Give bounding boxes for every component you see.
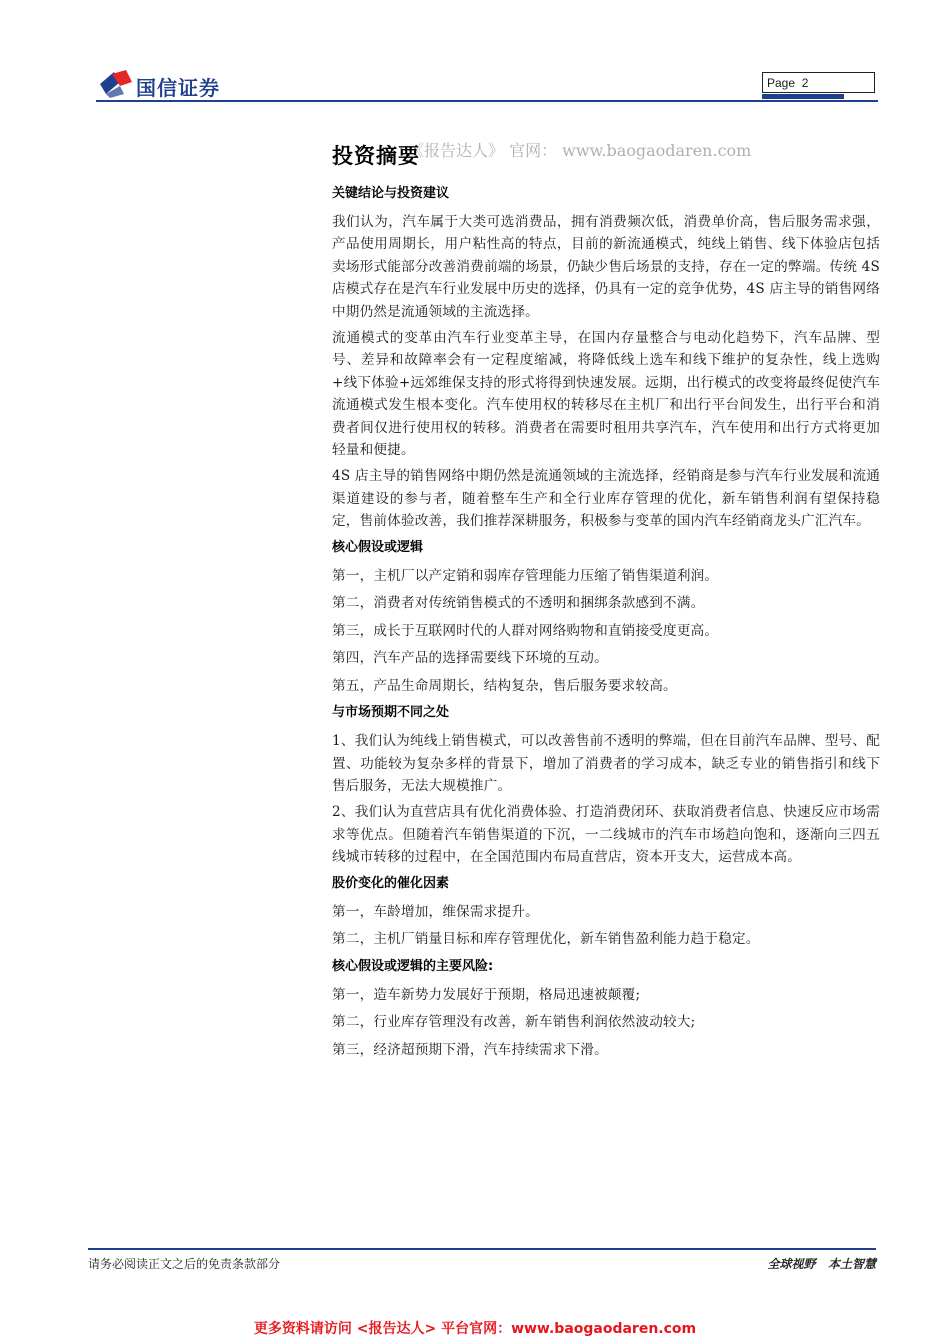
logo-text: 国信证券 xyxy=(136,76,220,100)
logo-mark-icon xyxy=(96,68,136,100)
section-heading: 与市场预期不同之处 xyxy=(332,705,450,721)
list-item: 第二，行业库存管理没有改善，新车销售利润依然波动较大; xyxy=(332,1014,696,1031)
paragraph: 我们认为，汽车属于大类可选消费品，拥有消费频次低，消费单价高，售后服务需求强，产品使用周期长，用户粘性高的特点，目前的新流通模式，纯线上销售、线下体验店包括卖场形式能部分改善消费前端的场景，仍缺少售后场景的支持，存在一定的弊端。传统 4S 店模式存在是汽车行业发展中历史的选择，仍具有一定的竞争优势，4S 店主导的销售网络中期仍然是流通领域的主流选择。 xyxy=(332,214,880,320)
section-heading: 核心假设或逻辑 xyxy=(332,539,424,555)
list-item: 第一，车龄增加，维保需求提升。 xyxy=(332,903,539,920)
footer-slogan: 全球视野 本土智慧 xyxy=(767,1257,876,1271)
page-tab-bar xyxy=(762,94,844,99)
section-market-difference xyxy=(332,702,880,868)
footer-rule xyxy=(88,1248,876,1250)
company-logo xyxy=(96,68,246,102)
list-item: 第三，经济超预期下滑，汽车持续需求下滑。 xyxy=(332,1041,608,1058)
section-risks xyxy=(332,956,880,1061)
list-item: 第一，造车新势力发展好于预期，格局迅速被颠覆; xyxy=(332,986,641,1003)
section-core-assumptions xyxy=(332,537,880,697)
page-number-box: Page 2 xyxy=(762,72,875,93)
main-content xyxy=(332,183,880,1066)
section-heading: 核心假设或逻辑的主要风险: xyxy=(332,958,494,974)
list-item: 第一，主机厂以产定销和弱库存管理能力压缩了销售渠道利润。 xyxy=(332,567,719,584)
section-key-conclusions xyxy=(332,183,880,533)
list-item: 第二，主机厂销量目标和库存管理优化，新车销售盈利能力趋于稳定。 xyxy=(332,931,760,948)
paragraph: 4S 店主导的销售网络中期仍然是流通领域的主流选择，经销商是参与汽车行业发展和流通渠道建设的参与者，随着整车生产和全行业库存管理的优化，新车销售利润有望保持稳定，售前体验改善，我们推荐深耕服务，积极参与变革的国内汽车经销商龙头广汇汽车。 xyxy=(332,468,880,530)
paragraph: 2、我们认为直营店具有优化消费体验、打造消费闭环、获取消费者信息、快速反应市场需求等优点。但随着汽车销售渠道的下沉，一二线城市的汽车市场趋向饱和，逐渐向三四五线城市转移的过程中，在全国范围内布局直营店，资本开支大，运营成本高。 xyxy=(332,804,880,866)
watermark: 《报告达人》 官网： www.baogaodaren.com xyxy=(408,141,752,160)
header-rule xyxy=(96,100,878,102)
section-heading: 股价变化的催化因素 xyxy=(332,875,450,891)
list-item: 第五，产品生命周期长，结构复杂，售后服务要求较高。 xyxy=(332,677,677,694)
section-catalysts xyxy=(332,873,880,951)
list-item: 第三，成长于互联网时代的人群对网络购物和直销接受度更高。 xyxy=(332,622,719,639)
promo-link[interactable]: 更多资料请访问 <报告达人> 平台官网：www.baogaodaren.com xyxy=(253,1321,697,1337)
footer-disclaimer: 请务必阅读正文之后的免责条款部分 xyxy=(88,1257,281,1271)
paragraph: 流通模式的变革由汽车行业变革主导，在国内存量整合与电动化趋势下，汽车品牌、型号、差异和故障率会有一定程度缩减，将降低线上选车和线下维护的复杂性，线上选购+线下体验+远郊维保支持的形式将得到快速发展。远期，出行模式的改变将最终促使汽车流通模式发生根本变化。汽车使用权的转移尽在主机厂和出行平台间发生，出行平台和消费者间仅进行使用权的转移。消费者在需要时租用共享汽车，汽车使用和出行方式将更加轻量和便捷。 xyxy=(332,330,880,459)
list-item: 第四，汽车产品的选择需要线下环境的互动。 xyxy=(332,650,608,667)
list-item: 第二，消费者对传统销售模式的不透明和捆绑条款感到不满。 xyxy=(332,595,705,612)
page-title: 投资摘要 xyxy=(332,144,420,168)
paragraph: 1、我们认为纯线上销售模式，可以改善售前不透明的弊端，但在目前汽车品牌、型号、配置、功能较为复杂多样的背景下，增加了消费者的学习成本，缺乏专业的销售指引和线下售后服务，无法大规模推广。 xyxy=(332,733,880,794)
section-heading: 关键结论与投资建议 xyxy=(332,186,450,201)
